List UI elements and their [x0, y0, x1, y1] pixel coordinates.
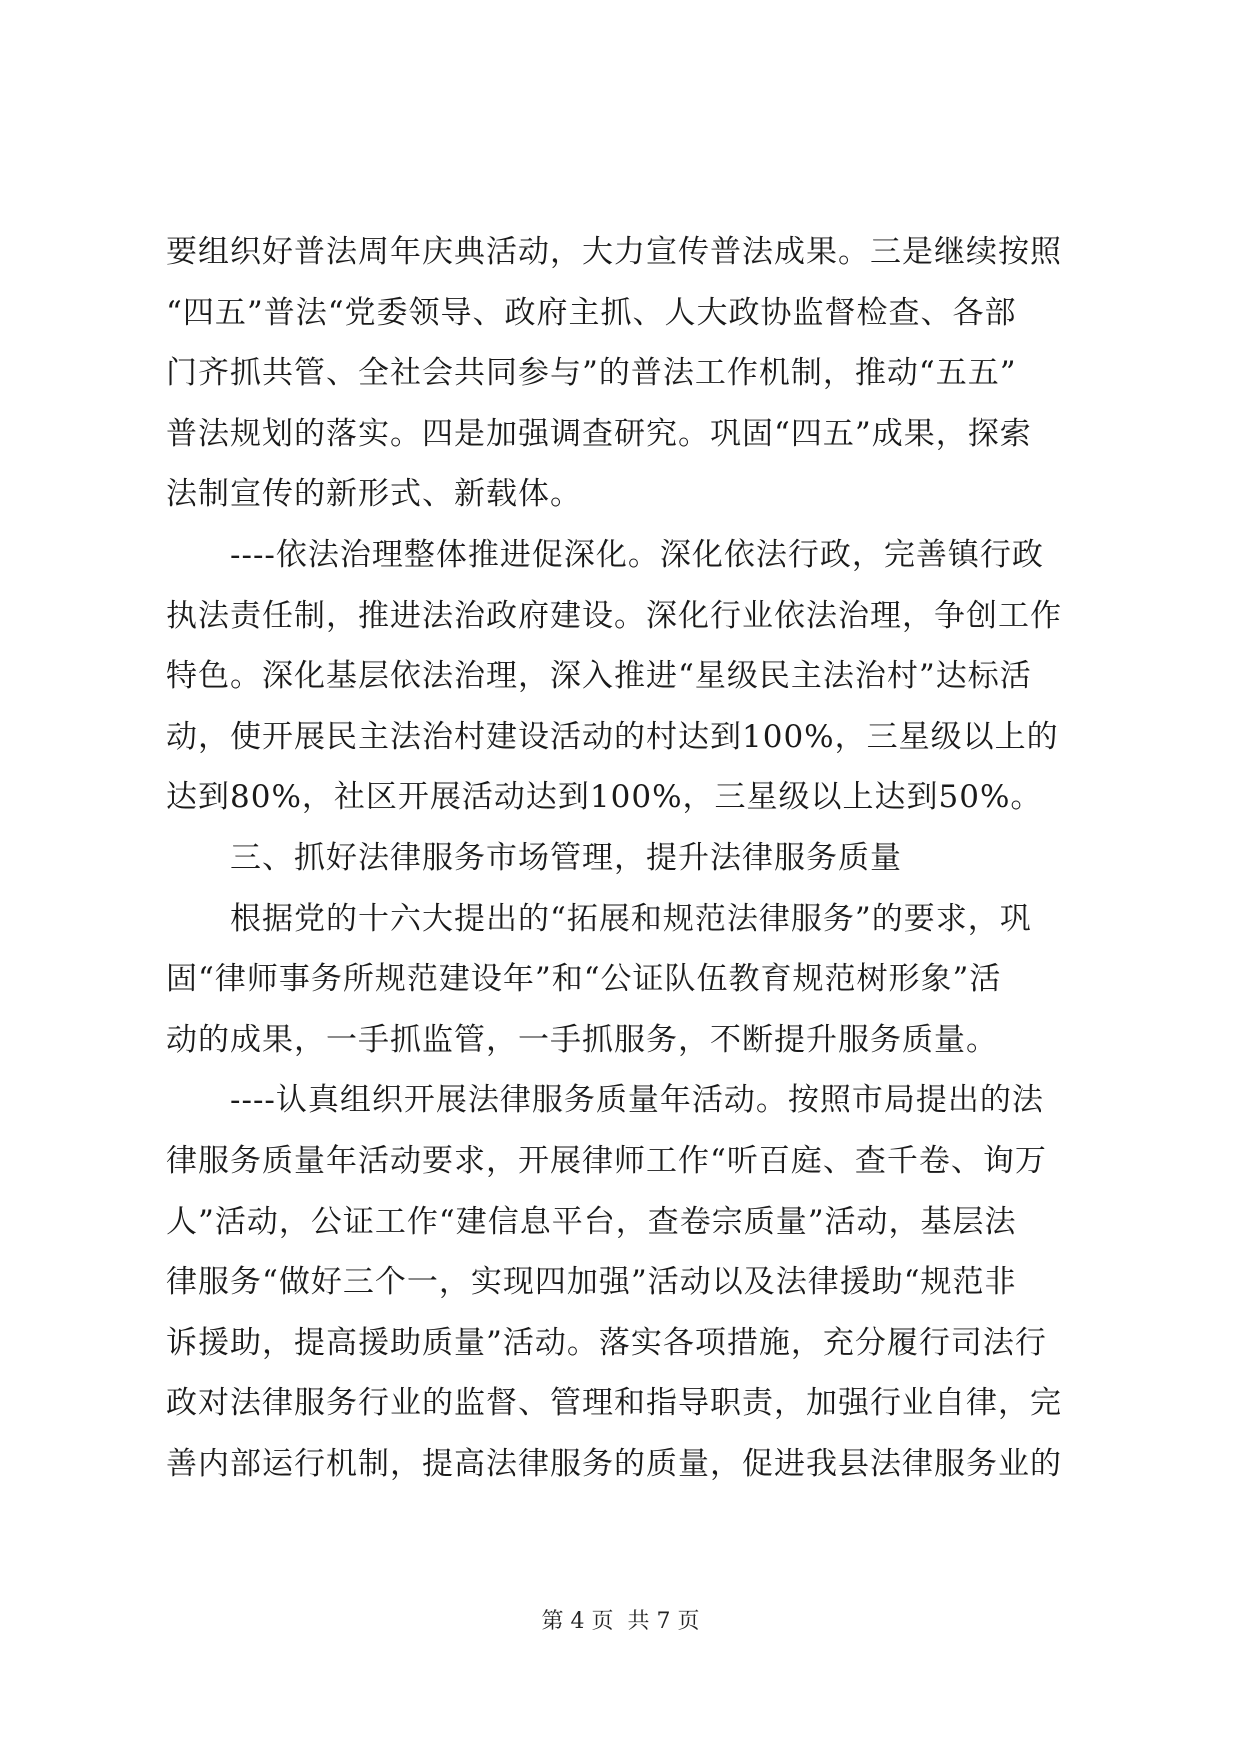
text-line: 诉援助，提高援助质量”活动。落实各项措施，充分履行司法行 [166, 1324, 1047, 1361]
text-line: 特色。深化基层依法治理，深入推进“星级民主法治村”达标活 [166, 658, 1032, 695]
document-body [166, 222, 1076, 1494]
text-line: 律服务“做好三个一，实现四加强”活动以及法律援助“规范非 [166, 1264, 1017, 1301]
text-line: 达到80%，社区开展活动达到100%，三星级以上达到50%。 [166, 779, 1043, 816]
text-line: 政对法律服务行业的监督、管理和指导职责，加强行业自律，完 [166, 1385, 1062, 1422]
text-line: 根据党的十六大提出的“拓展和规范法律服务”的要求，巩 [166, 900, 1032, 937]
text-line: 人”活动，公证工作“建信息平台，查卷宗质量”活动，基层法 [166, 1203, 1017, 1240]
text-line: 普法规划的落实。四是加强调查研究。巩固“四五”成果，探索 [166, 415, 1032, 452]
text-line: 动的成果，一手抓监管，一手抓服务，不断提升服务质量。 [166, 1021, 998, 1058]
text-line: 固“律师事务所规范建设年”和“公证队伍教育规范树形象”活 [166, 961, 1002, 998]
text-line: 执法责任制，推进法治政府建设。深化行业依法治理，争创工作 [166, 597, 1062, 634]
text-line: ----依法治理整体推进促深化。深化依法行政，完善镇行政 [166, 536, 1044, 573]
text-line: 要组织好普法周年庆典活动，大力宣传普法成果。三是继续按照 [166, 234, 1062, 270]
section-heading: 三、抓好法律服务市场管理，提升法律服务质量 [166, 839, 902, 876]
text-line: “四五”普法“党委领导、政府主抓、人大政协监督检查、各部 [166, 294, 1017, 331]
text-line: 门齐抓共管、全社会共同参与”的普法工作机制，推动“五五” [166, 355, 1017, 392]
text-line: 律服务质量年活动要求，开展律师工作“听百庭、查千卷、询万 [166, 1142, 1047, 1179]
text-line: 法制宣传的新形式、新载体。 [166, 476, 582, 513]
text-line: 动，使开展民主法治村建设活动的村达到100%，三星级以上的 [166, 718, 1059, 755]
text-line: ----认真组织开展法律服务质量年活动。按照市局提出的法 [166, 1082, 1044, 1119]
text-line: 善内部运行机制，提高法律服务的质量，促进我县法律服务业的 [166, 1445, 1062, 1482]
page-number-footer: 第 4 页 共 7 页 [541, 1609, 700, 1634]
